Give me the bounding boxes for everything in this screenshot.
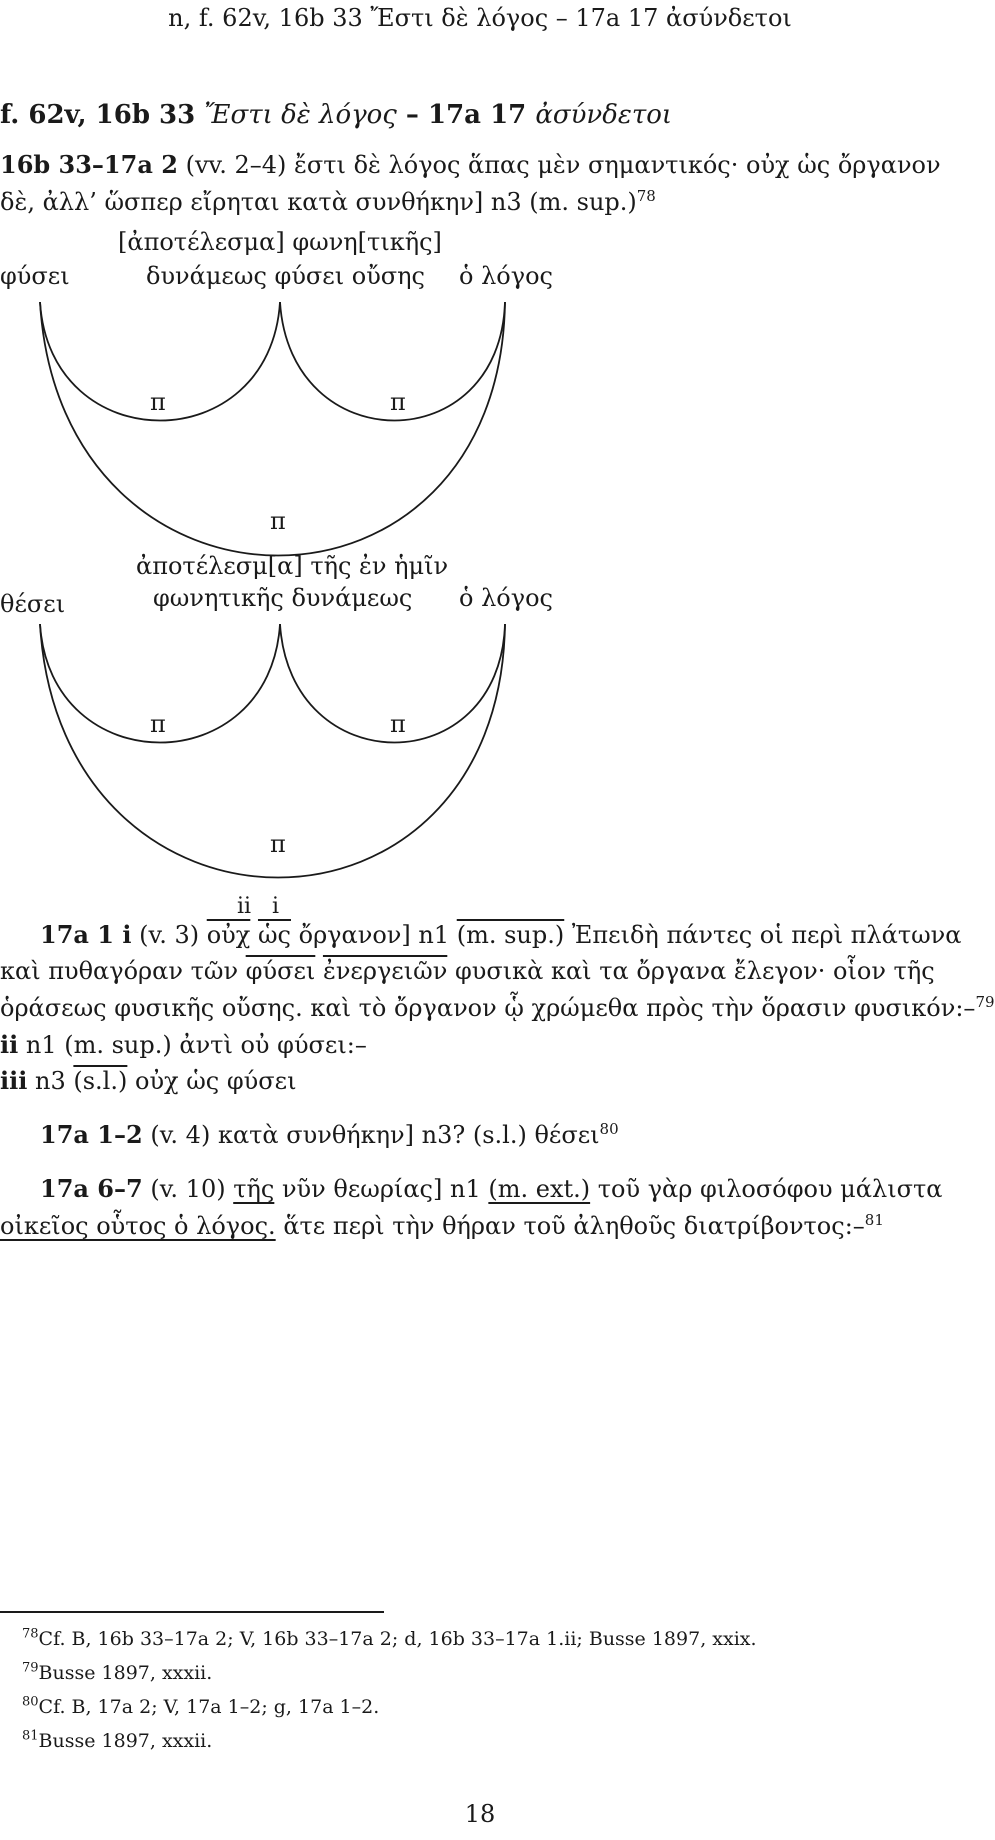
d1-pi-bottom: π	[270, 507, 286, 535]
footnote-num: 81	[22, 1728, 39, 1744]
footnote-num: 79	[22, 1660, 39, 1676]
d1-mid-top: [ἀποτέλεσμα] φωνη[τικῆς]	[118, 228, 442, 256]
entry2-ouch: $\overline{oὐ\chi}$	[206, 921, 251, 949]
entry2-rest2: Ἐπειδὴ πάντες οἱ περὶ πλάτωνα	[571, 921, 962, 949]
entry3-text: (v. 4) κατὰ συνθήκην] n3? (s.l.) θέσει	[150, 1121, 600, 1149]
entry2-l4-ref: ii	[0, 1030, 19, 1059]
entry2-l2c: ἐνεργειῶν	[322, 957, 448, 985]
entry2-l5c: οὐχ ὡς φύσει	[135, 1067, 297, 1095]
d1-left: φύσει	[0, 262, 70, 290]
entry2-ref: 17a 1 i	[40, 920, 132, 949]
entry2-rest1: ὄργανον] n1	[298, 921, 450, 949]
title-dash: –	[405, 100, 419, 130]
page-number: 18	[464, 1800, 496, 1828]
entry2-ms: (m. sup.)	[456, 921, 565, 949]
entry1-note-ref: 78	[636, 187, 656, 205]
title-greek-start: Ἔστι δὲ λόγος	[204, 100, 397, 130]
d2-arc-small-left	[40, 624, 280, 743]
entry2-note-ref: 79	[975, 993, 995, 1011]
entry4-tes: τῆς	[233, 1175, 275, 1203]
d2-arc-small-right	[280, 624, 505, 743]
footnote-num: 80	[22, 1694, 39, 1710]
footnote-78	[22, 1628, 757, 1650]
entry4-line1	[40, 1174, 942, 1203]
entry4-ref: 17a 6–7	[40, 1174, 143, 1203]
entry2-line3	[0, 994, 995, 1022]
entry4-mid: νῦν θεωρίας] n1	[281, 1175, 481, 1203]
footnote-79	[22, 1662, 212, 1684]
d2-left: θέσει	[0, 590, 66, 618]
d2-mid-top: ἀποτέλεσμ[α] τῆς ἐν ἡμῖν	[136, 552, 449, 580]
entry2-hos: $\overline{ὡ\varsigma}$	[257, 921, 291, 949]
d1-pi-right: π	[390, 388, 406, 416]
d1-arc-small-left	[40, 302, 280, 421]
entry2-line1	[40, 920, 961, 949]
entry4-end: τοῦ γὰρ φιλοσόφου μάλιστα	[597, 1175, 943, 1203]
entry2-line2	[0, 957, 935, 985]
entry2-marks: ii i	[237, 894, 280, 919]
entry4-l2b: ἅτε περὶ τὴν θήραν τοῦ ἀληθοῦς διατρίβοντος:–	[283, 1212, 865, 1240]
entry2-line4	[0, 1030, 367, 1059]
entry4-l2a: οἰκεῖος οὗτος ὁ λόγος.	[0, 1212, 276, 1240]
entry2-l2b: φύσει	[245, 957, 316, 985]
entry2-vv: (v. 3)	[139, 921, 200, 949]
entry1-text2: δὲ, ἀλλ’ ὥσπερ εἴρηται κατὰ συνθήκην] n3 (m. sup.)	[0, 188, 637, 216]
d1-pi-left: π	[150, 388, 166, 416]
title-greek-end: ἀσύνδετοι	[535, 100, 673, 130]
d1-right: ὁ λόγος	[459, 262, 553, 290]
d2-pi-right: π	[390, 710, 406, 738]
entry1-text1: (vv. 2–4) ἔστι δὲ λόγος ἅπας μὲν σημαντικός· οὐχ ὡς ὄργανον	[185, 151, 941, 179]
entry4-vv: (v. 10)	[150, 1175, 226, 1203]
entry4-line2	[0, 1212, 884, 1240]
d2-right: ὁ λόγος	[459, 584, 553, 612]
title-prefix: f. 62v, 16b 33	[0, 100, 196, 130]
entry2-l5a: n3	[35, 1067, 66, 1095]
footnote-text: Busse 1897, xxxii.	[38, 1662, 213, 1684]
entry4-note-ref: 81	[864, 1211, 884, 1229]
d2-mid: φωνητικῆς δυνάμεως	[153, 584, 413, 612]
d2-pi-left: π	[150, 710, 166, 738]
entry2-l2a: καὶ πυθαγόραν τῶν	[0, 957, 239, 985]
footnote-text: Cf. B, 16b 33–17a 2; V, 16b 33–17a 2; d, 16b 33–17a 1.ii; Busse 1897, xxix.	[38, 1628, 757, 1650]
entry2-line5	[0, 1066, 296, 1095]
footnote-rule	[0, 1611, 384, 1613]
running-head: n, f. 62v, 16b 33 Ἔστι δὲ λόγος – 17a 17 ἀσύνδετοι	[168, 4, 792, 32]
d1-mid: δυνάμεως φύσει οὔσης	[146, 262, 425, 290]
footnote-text: Busse 1897, xxxii.	[38, 1730, 213, 1752]
footnote-80	[22, 1696, 379, 1718]
entry4-ms: (m. ext.)	[488, 1175, 591, 1203]
entry2-l2d: φυσικὰ καὶ τα ὄργανα ἔλεγον· οἷον τῆς	[454, 957, 935, 985]
entry2-l4: n1 (m. sup.) ἀντὶ οὐ φύσει:–	[25, 1031, 367, 1059]
d2-pi-bottom: π	[270, 830, 286, 858]
footnote-81	[22, 1730, 212, 1752]
footnote-text: Cf. B, 17a 2; V, 17a 1–2; g, 17a 1–2.	[38, 1696, 380, 1718]
entry2-l5-ref: iii	[0, 1066, 28, 1095]
entry2-l3: ὁράσεως φυσικῆς οὔσης. καὶ τὸ ὄργανον ᾧ χρώμεθα πρὸς τὴν ὅρασιν φυσικόν:–	[0, 994, 976, 1022]
entry3-note-ref: 80	[599, 1120, 619, 1138]
footnote-num: 78	[22, 1626, 39, 1642]
entry3	[40, 1120, 619, 1149]
d1-arc-small-right	[280, 302, 505, 421]
entry1-ref: 16b 33–17a 2	[0, 150, 178, 179]
entry2-l5b: (s.l.)	[73, 1067, 128, 1095]
entry3-ref: 17a 1–2	[40, 1120, 143, 1149]
title-suffix: 17a 17	[427, 100, 527, 130]
